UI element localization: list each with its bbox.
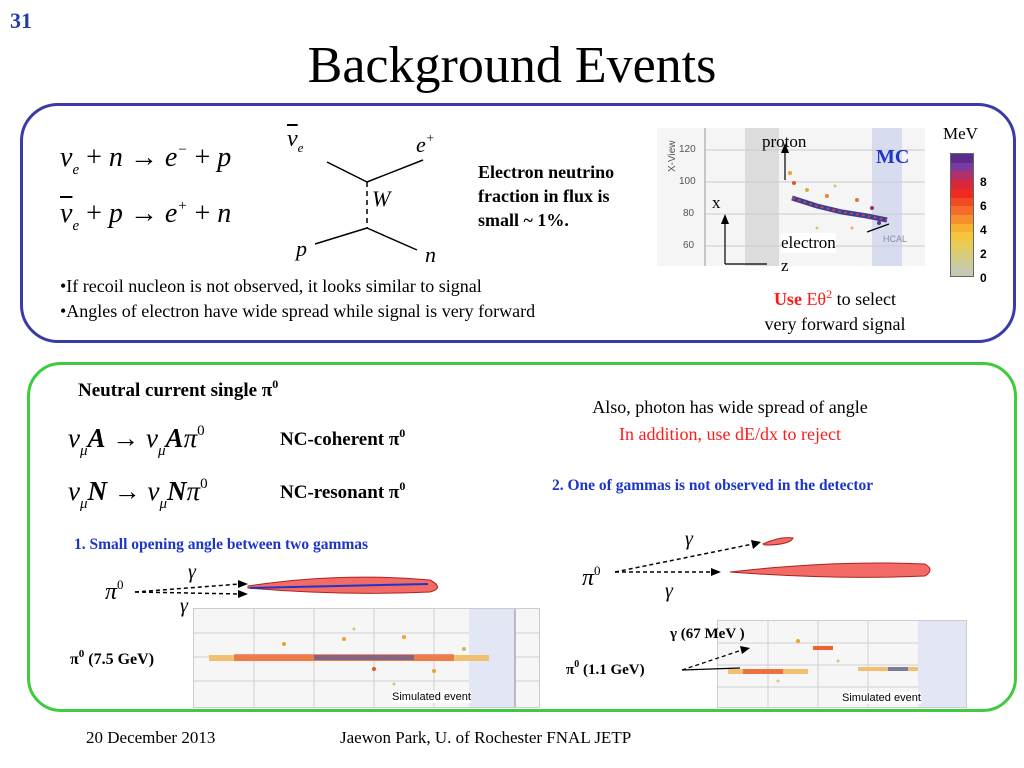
colorbar-swatch (951, 163, 973, 172)
colorbar-swatch (951, 259, 973, 268)
colorbar-swatch (951, 232, 973, 241)
colorbar-swatch (951, 180, 973, 189)
y-tick: 100 (679, 176, 696, 187)
electron-charge: − (177, 142, 188, 158)
colorbar-swatch (951, 171, 973, 180)
z-axis-label: z (781, 256, 789, 275)
dedx-note: In addition, use dE/dx to reject (619, 424, 841, 444)
reaction-resonant: $\nu_\mu N \to \nu_\mu N\pi^0$ (68, 476, 208, 512)
photon-spread-note: Also, photon has wide spread of angle (592, 397, 868, 417)
colorbar-swatch (951, 250, 973, 259)
arrow: → (129, 198, 158, 229)
use-note-line2: very forward signal (764, 314, 906, 334)
slide-number: 31 (10, 8, 32, 33)
reaction-coherent: $\nu_\mu A \to \nu_\mu A\pi^0$ (68, 423, 205, 459)
footer-date: 20 December 2013 (86, 728, 216, 747)
flux-note-line: Electron neutrino (478, 162, 615, 182)
electron-symbol: e (164, 142, 178, 173)
positron-charge: + (177, 198, 188, 214)
mc-label: MC (876, 146, 910, 168)
plus-sign: + (194, 198, 211, 229)
bullet-item: •If recoil nucleon is not observed, it looks similar to signal (60, 276, 482, 296)
equation-2 (60, 198, 231, 235)
view-label: X-View (667, 140, 678, 172)
pi0-decay-diagram-right (575, 530, 935, 600)
case-two-heading: 2. One of gammas is not observed in the detector (552, 477, 874, 494)
flux-note-line: small ~ 1%. (478, 210, 569, 230)
nc-heading: Neutral current single $\pi^0$ (78, 377, 279, 401)
use-note (730, 282, 940, 337)
slide-title: Background Events (307, 37, 717, 94)
pi0-energy-right: $\pi^0$ (1.1 GeV) (566, 659, 645, 678)
simulated-event-caption-right: Simulated event (842, 692, 921, 704)
hcal-label: HCAL (883, 234, 908, 244)
y-tick: 80 (683, 208, 695, 219)
case-one-heading: 1. Small opening angle between two gammas (74, 536, 369, 553)
gamma-label-left-top: γ (188, 561, 196, 583)
nc-coherent-label: NC-coherent $\pi^0$ (280, 426, 406, 450)
colorbar-swatch (951, 206, 973, 215)
y-tick: 120 (679, 144, 696, 155)
colorbar-swatch (951, 189, 973, 198)
colorbar-swatch (951, 198, 973, 207)
use-word: Use (773, 289, 802, 309)
plus-sign: + (86, 198, 102, 229)
pi0-label-left: $\pi^0$ (105, 577, 124, 605)
simulated-event-left-graphic (194, 609, 539, 707)
x-axis-label: x (712, 193, 721, 212)
e-theta-exponent: 2 (826, 287, 833, 301)
use-note-rest: to select (836, 289, 897, 309)
nu-subscript: e (72, 218, 80, 234)
arrow: → (129, 142, 158, 173)
neutron-symbol: n (108, 142, 123, 173)
gamma-label-right-top: γ (685, 528, 693, 550)
bullet-item: •Angles of electron have wide spread while signal is very forward (60, 301, 536, 321)
nu-symbol: ν (60, 142, 73, 173)
pi0-arrow-right (680, 640, 760, 676)
gamma-label-right-bottom: γ (665, 580, 673, 602)
nc-resonant-label: NC-resonant $\pi^0$ (280, 479, 406, 503)
proton-symbol: p (217, 142, 232, 173)
flux-note-line: fraction in flux is (478, 186, 610, 206)
feynman-line-nubar (327, 162, 367, 182)
feynman-nubar-label: $\overline{\nu}_e$ (287, 126, 304, 155)
bullet-list (60, 274, 535, 324)
colorbar-unit: MeV (943, 124, 978, 143)
feynman-w-label: W (372, 186, 391, 211)
footer-author: Jaewon Park, U. of Rochester FNAL JETP (340, 728, 632, 747)
colorbar-swatch (951, 154, 973, 163)
feynman-line-neutron (367, 228, 417, 250)
colorbar-tick: 2 (980, 247, 987, 261)
proton-label: proton (762, 132, 807, 151)
colorbar-swatch (951, 241, 973, 250)
feynman-proton-label: p (296, 236, 307, 261)
equation-1 (60, 142, 231, 179)
gamma-shower-small (763, 538, 793, 545)
positron-symbol: e (164, 198, 178, 229)
y-tick: 60 (683, 240, 695, 251)
colorbar-swatch (951, 215, 973, 224)
antinu-symbol: $\overline{\nu}$ (60, 198, 73, 229)
gamma-energy-label: γ (67 MeV ) (670, 626, 745, 642)
colorbar (950, 153, 974, 277)
colorbar-swatch (951, 224, 973, 233)
colorbar-tick: 6 (980, 199, 987, 213)
simulated-event-caption-left: Simulated event (392, 691, 471, 703)
electron-label: electron (781, 233, 836, 252)
feynman-neutron-label: n (425, 242, 436, 267)
colorbar-tick: 4 (980, 223, 987, 237)
gamma-label-left-bottom: γ (180, 595, 188, 617)
e-theta: Eθ (806, 289, 827, 309)
proton-symbol: p (108, 198, 123, 229)
colorbar-tick: 0 (980, 271, 987, 285)
plus-sign: + (194, 142, 211, 173)
flux-note (478, 160, 614, 232)
plus-sign: + (86, 142, 102, 173)
feynman-line-proton (315, 228, 367, 244)
neutron-symbol: n (217, 198, 232, 229)
pi0-energy-left: $\pi^0$ (7.5 GeV) (70, 648, 155, 668)
simulated-event-left (193, 608, 540, 708)
feynman-line-positron (367, 160, 423, 182)
feynman-positron-label: e+ (416, 130, 435, 157)
pi0-label-right: $\pi^0$ (582, 563, 601, 591)
nu-subscript: e (72, 162, 80, 178)
colorbar-tick: 8 (980, 175, 987, 189)
colorbar-ticks (980, 170, 987, 290)
colorbar-swatch (951, 267, 973, 276)
gamma-shower-right (730, 563, 930, 577)
